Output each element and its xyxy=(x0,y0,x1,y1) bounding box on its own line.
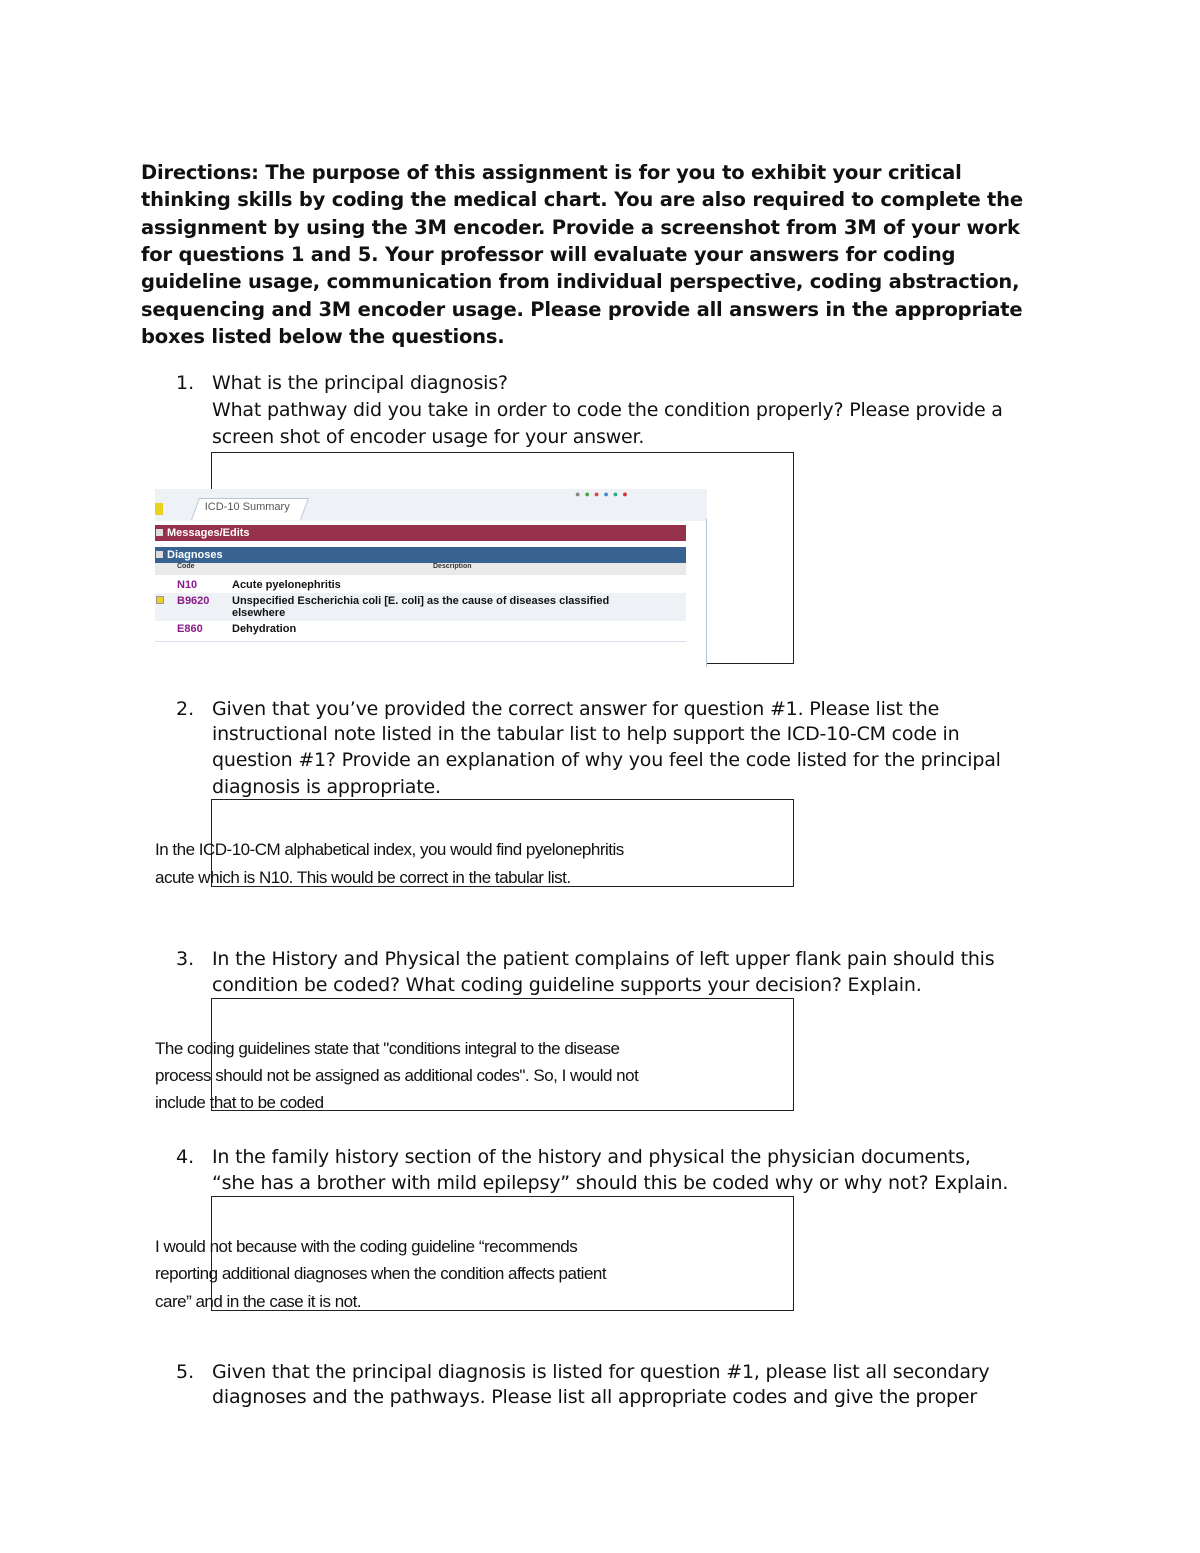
question-line: screen shot of encoder usage for your answer. xyxy=(212,426,645,448)
question-line: In the family history section of the history and physical the physician documents, xyxy=(212,1146,971,1168)
directions-line: for questions 1 and 5. Your professor will evaluate your answers for coding xyxy=(141,243,956,266)
warning-icon xyxy=(155,503,163,515)
question-line: What pathway did you take in order to code the condition properly? Please provide a xyxy=(212,399,1003,421)
directions-line: boxes listed below the questions. xyxy=(141,325,505,348)
question-line: Given that you’ve provided the correct answer for question #1. Please list the xyxy=(212,698,940,720)
table-row[interactable]: E860 Dehydration xyxy=(177,623,297,635)
messages-edits-bar[interactable]: Messages/Edits xyxy=(155,525,686,541)
table-row[interactable]: N10 Acute pyelonephritis xyxy=(177,579,341,591)
expand-icon xyxy=(156,551,163,558)
answer-line: I would not because with the coding guideline “recommends xyxy=(155,1237,578,1256)
diagnoses-bar[interactable]: Diagnoses xyxy=(155,547,686,563)
directions-line: assignment by using the 3M encoder. Provide a screenshot from 3M of your work xyxy=(141,216,1020,239)
question-line: question #1? Provide an explanation of why you feel the code listed for the principal xyxy=(212,749,1001,771)
answer-line: process should not be assigned as additional codes". So, I would not xyxy=(155,1066,639,1085)
answer-line: reporting additional diagnoses when the condition affects patient xyxy=(155,1264,607,1283)
question-line: diagnosis is appropriate. xyxy=(212,776,441,798)
question-number: 2. xyxy=(176,698,195,720)
toolbar-icons: ●●●●●● xyxy=(575,489,632,499)
question-number: 1. xyxy=(176,372,195,394)
answer-line: care” and in the case it is not. xyxy=(155,1292,362,1311)
answer-line: In the ICD-10-CM alphabetical index, you would find pyelonephritis xyxy=(155,840,624,859)
table-row[interactable]: B9620 Unspecified Escherichia coli [E. coli] as the cause of diseases classified elsewhere xyxy=(155,593,686,621)
scrollbar[interactable] xyxy=(706,519,707,667)
question-line: condition be coded? What coding guideline supports your decision? Explain. xyxy=(212,974,922,996)
directions-line: Directions: The purpose of this assignment is for you to exhibit your critical xyxy=(141,161,962,184)
question-line: diagnoses and the pathways. Please list all appropriate codes and give the proper xyxy=(212,1386,977,1408)
question-line: instructional note listed in the tabular list to help support the ICD-10-CM code in xyxy=(212,723,960,745)
question-line: “she has a brother with mild epilepsy” should this be coded why or why not? Explain. xyxy=(212,1172,1009,1194)
question-line: Given that the principal diagnosis is listed for question #1, please list all secondary xyxy=(212,1361,990,1383)
question-number: 5. xyxy=(176,1361,195,1383)
answer-line: include that to be coded xyxy=(155,1093,324,1112)
directions-line: guideline usage, communication from individual perspective, coding abstraction, xyxy=(141,270,1020,293)
answer-line: acute which is N10. This would be correct in the tabular list. xyxy=(155,868,571,887)
expand-icon xyxy=(156,529,163,536)
tab-icd10-summary[interactable]: ICD-10 Summary xyxy=(191,498,309,520)
note-icon xyxy=(156,596,164,604)
table-header: Code Description xyxy=(155,563,686,575)
directions-line: thinking skills by coding the medical chart. You are also required to complete the xyxy=(141,188,1023,211)
directions-line: sequencing and 3M encoder usage. Please provide all answers in the appropriate xyxy=(141,298,1023,321)
encoder-screenshot xyxy=(155,489,707,667)
answer-line: The coding guidelines state that "conditions integral to the disease xyxy=(155,1039,620,1058)
question-line: In the History and Physical the patient complains of left upper flank pain should this xyxy=(212,948,995,970)
divider xyxy=(155,641,686,642)
question-line: What is the principal diagnosis? xyxy=(212,372,508,394)
question-number: 4. xyxy=(176,1146,195,1168)
question-number: 3. xyxy=(176,948,195,970)
